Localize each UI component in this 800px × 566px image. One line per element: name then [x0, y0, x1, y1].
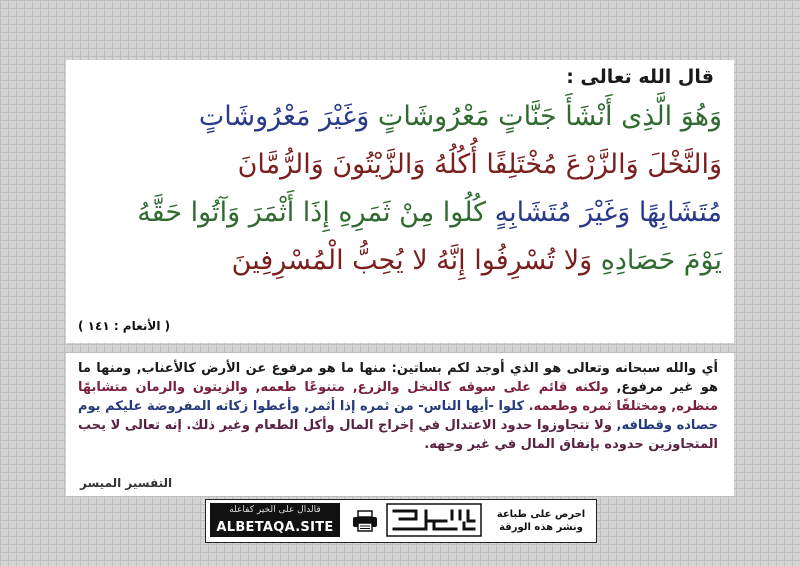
verse-segment: يَوْمَ حَصَادِهِ — [592, 245, 722, 276]
verse-line-2 — [82, 144, 722, 186]
verse-panel — [66, 60, 734, 343]
tafsir-source: التفسير الميسر — [80, 476, 173, 490]
verse-segment: وَالنَّخْلَ وَالزَّرْعَ مُخْتَلِفًا أُكُلُهُ وَالزَّيْتُونَ وَالرُّمَّانَ — [237, 149, 722, 180]
tafsir-segment: أي والله سبحانه وتعالى هو الذي أوجد لكم بساتين: منها ما هو مرفوع عن الأرض كالأعناب, ومنها ما هو غير مرفوع, — [78, 361, 718, 395]
tafsir-segment: ولكنه قائم على سوقه كالنخل والزرع, متنوعًا طعمه, والزيتون والرمان متشابهًا منظره, ومختلفًا ثمره وطعمه. — [78, 380, 718, 414]
tafsir-text — [78, 359, 718, 454]
tafsir-segment: كلوا -أيها الناس- من ثمره إذا أثمر, وأعطوا زكاته المفروضة عليكم يوم حصاده وقطافه, — [78, 399, 718, 433]
tafsir-segment: ولا تتجاوزوا حدود الاعتدال في إخراج المال وأكل الطعام وغير ذلك. إنه تعالى لا يحب المتجاوزين حدوده بإنفاق المال في غير وجهه. — [78, 418, 718, 452]
verse-line-1 — [82, 96, 722, 138]
verse-segment: وَغَيْرَ مَعْرُوشَاتٍ — [198, 101, 370, 132]
logo-albetaqa — [386, 503, 482, 537]
verse-segment: مُتَشَابِهًا وَغَيْرَ مُتَشَابِهٍ — [486, 197, 722, 228]
site-card[interactable] — [210, 503, 340, 537]
footer-banner — [205, 499, 597, 543]
footer-proverb: قالدال على الخير كفاعله — [229, 505, 321, 515]
verse-line-3 — [82, 192, 722, 234]
printer-icon — [352, 510, 378, 532]
site-url[interactable]: ALBETAQA.SITE — [216, 520, 334, 535]
verse-segment: وَلا تُسْرِفُوا إِنَّهُ لا يُحِبُّ الْمُسْرِفِينَ — [231, 245, 593, 276]
verse-segment: كُلُوا مِنْ ثَمَرِهِ إِذَا أَثْمَرَ وَآتُوا حَقَّهُ — [137, 197, 487, 228]
verse-line-4 — [82, 240, 722, 282]
verse-segment: وَهُوَ الَّذِى أَنْشَأَ جَنَّاتٍ مَعْرُوشَاتٍ — [369, 101, 722, 132]
tafsir-panel — [66, 353, 734, 496]
surah-reference: ( الأنعام : ١٤١ ) — [78, 319, 171, 333]
verse-intro: قال الله تعالى : — [566, 66, 714, 88]
footer-slogan: احرص على طباعة ونشر هذه الورقة — [496, 509, 586, 533]
